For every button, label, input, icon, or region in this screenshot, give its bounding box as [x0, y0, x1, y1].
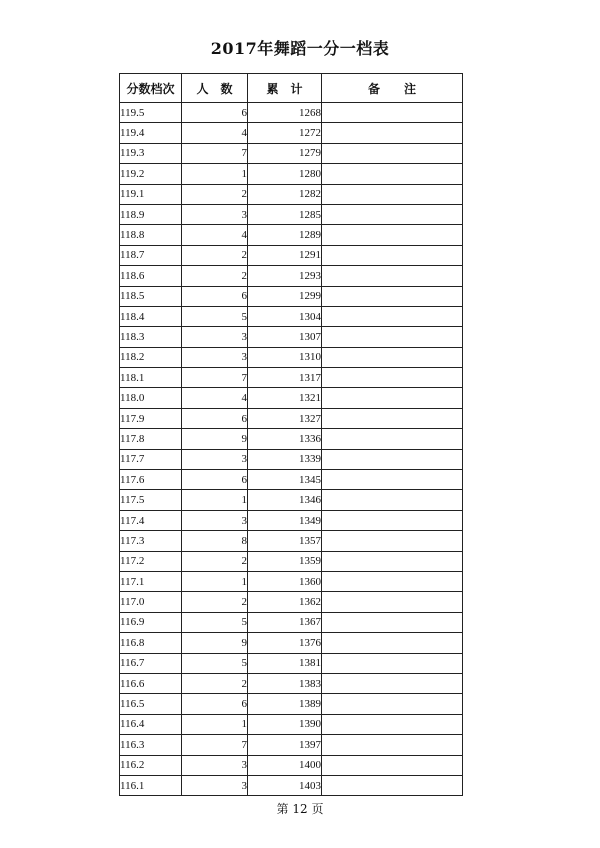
table-row: [120, 286, 463, 306]
note-cell: [322, 204, 463, 224]
count-cell: 3: [182, 347, 248, 367]
note-cell: [322, 755, 463, 775]
note-cell: [322, 408, 463, 428]
count-cell: 6: [182, 694, 248, 714]
cumulative-cell: 1282: [248, 184, 322, 204]
table-row: [120, 327, 463, 347]
cumulative-cell: 1403: [248, 775, 322, 795]
table-row: [120, 245, 463, 265]
count-cell: 4: [182, 225, 248, 245]
table-row: [120, 592, 463, 612]
count-cell: 6: [182, 103, 248, 123]
cumulative-cell: 1362: [248, 592, 322, 612]
note-cell: [322, 286, 463, 306]
table-header: [120, 74, 463, 103]
count-cell: 5: [182, 306, 248, 326]
score-cell: 118.5: [120, 286, 182, 306]
score-cell: 116.8: [120, 633, 182, 653]
table-row: [120, 408, 463, 428]
cumulative-cell: 1304: [248, 306, 322, 326]
score-cell: 119.5: [120, 103, 182, 123]
count-cell: 2: [182, 673, 248, 693]
count-cell: 7: [182, 143, 248, 163]
score-cell: 117.8: [120, 429, 182, 449]
table-row: [120, 429, 463, 449]
cumulative-cell: 1327: [248, 408, 322, 428]
count-cell: 2: [182, 266, 248, 286]
cumulative-cell: 1317: [248, 368, 322, 388]
cumulative-cell: 1346: [248, 490, 322, 510]
note-cell: [322, 592, 463, 612]
note-cell: [322, 714, 463, 734]
note-cell: [322, 673, 463, 693]
note-cell: [322, 184, 463, 204]
score-cell: 119.3: [120, 143, 182, 163]
table-row: [120, 347, 463, 367]
cumulative-cell: 1321: [248, 388, 322, 408]
table-row: [120, 225, 463, 245]
table-row: [120, 531, 463, 551]
cumulative-cell: 1389: [248, 694, 322, 714]
count-cell: 6: [182, 408, 248, 428]
count-cell: 5: [182, 612, 248, 632]
cumulative-cell: 1390: [248, 714, 322, 734]
score-cell: 118.1: [120, 368, 182, 388]
note-cell: [322, 225, 463, 245]
count-cell: 4: [182, 388, 248, 408]
note-cell: [322, 429, 463, 449]
score-cell: 116.2: [120, 755, 182, 775]
note-cell: [322, 388, 463, 408]
cumulative-cell: 1289: [248, 225, 322, 245]
cumulative-cell: 1339: [248, 449, 322, 469]
note-cell: [322, 245, 463, 265]
cumulative-cell: 1291: [248, 245, 322, 265]
note-cell: [322, 103, 463, 123]
score-cell: 118.4: [120, 306, 182, 326]
table-row: [120, 204, 463, 224]
table-row: [120, 571, 463, 591]
count-cell: 4: [182, 123, 248, 143]
table-row: [120, 775, 463, 795]
count-cell: 3: [182, 449, 248, 469]
count-cell: 7: [182, 368, 248, 388]
count-cell: 2: [182, 184, 248, 204]
note-cell: [322, 449, 463, 469]
cumulative-cell: 1383: [248, 673, 322, 693]
note-cell: [322, 633, 463, 653]
note-cell: [322, 490, 463, 510]
score-cell: 117.3: [120, 531, 182, 551]
table-row: [120, 551, 463, 571]
score-cell: 118.7: [120, 245, 182, 265]
table-row: [120, 612, 463, 632]
table-row: [120, 653, 463, 673]
count-cell: 9: [182, 429, 248, 449]
cumulative-cell: 1272: [248, 123, 322, 143]
count-cell: 6: [182, 470, 248, 490]
cumulative-cell: 1310: [248, 347, 322, 367]
score-cell: 117.2: [120, 551, 182, 571]
score-cell: 118.0: [120, 388, 182, 408]
score-cell: 117.5: [120, 490, 182, 510]
header-note: 备 注: [322, 74, 463, 103]
table-body: [120, 103, 463, 796]
score-cell: 117.6: [120, 470, 182, 490]
cumulative-cell: 1400: [248, 755, 322, 775]
score-cell: 118.6: [120, 266, 182, 286]
cumulative-cell: 1397: [248, 735, 322, 755]
table-row: [120, 694, 463, 714]
note-cell: [322, 551, 463, 571]
cumulative-cell: 1367: [248, 612, 322, 632]
count-cell: 1: [182, 164, 248, 184]
score-cell: 117.7: [120, 449, 182, 469]
score-cell: 116.9: [120, 612, 182, 632]
table-row: [120, 755, 463, 775]
table-row: [120, 123, 463, 143]
cumulative-cell: 1280: [248, 164, 322, 184]
score-cell: 116.3: [120, 735, 182, 755]
count-cell: 3: [182, 510, 248, 530]
score-cell: 118.2: [120, 347, 182, 367]
note-cell: [322, 306, 463, 326]
table-row: [120, 306, 463, 326]
count-cell: 3: [182, 327, 248, 347]
score-cell: 118.3: [120, 327, 182, 347]
page-title: 2017年舞蹈一分一档表: [210, 39, 390, 58]
count-cell: 2: [182, 592, 248, 612]
count-cell: 7: [182, 735, 248, 755]
score-cell: 117.1: [120, 571, 182, 591]
count-cell: 5: [182, 653, 248, 673]
cumulative-cell: 1307: [248, 327, 322, 347]
note-cell: [322, 571, 463, 591]
note-cell: [322, 531, 463, 551]
table-row: [120, 184, 463, 204]
table-row: [120, 164, 463, 184]
table-row: [120, 714, 463, 734]
header-count: 人 数: [182, 74, 248, 103]
note-cell: [322, 735, 463, 755]
score-cell: 117.9: [120, 408, 182, 428]
header-score: 分数档次: [120, 74, 182, 103]
count-cell: 3: [182, 204, 248, 224]
note-cell: [322, 164, 463, 184]
cumulative-cell: 1359: [248, 551, 322, 571]
count-cell: 8: [182, 531, 248, 551]
cumulative-cell: 1293: [248, 266, 322, 286]
table-row: [120, 449, 463, 469]
score-cell: 119.2: [120, 164, 182, 184]
score-cell: 119.4: [120, 123, 182, 143]
score-distribution-table: [119, 73, 463, 796]
score-cell: 118.9: [120, 204, 182, 224]
cumulative-cell: 1279: [248, 143, 322, 163]
note-cell: [322, 510, 463, 530]
note-cell: [322, 347, 463, 367]
header-cumulative: 累 计: [248, 74, 322, 103]
count-cell: 1: [182, 571, 248, 591]
header-row: [120, 74, 463, 103]
cumulative-cell: 1299: [248, 286, 322, 306]
cumulative-cell: 1381: [248, 653, 322, 673]
table-row: [120, 388, 463, 408]
page-number: 第 12 页: [276, 802, 324, 816]
cumulative-cell: 1285: [248, 204, 322, 224]
cumulative-cell: 1360: [248, 571, 322, 591]
score-cell: 117.4: [120, 510, 182, 530]
score-cell: 119.1: [120, 184, 182, 204]
table-row: [120, 143, 463, 163]
note-cell: [322, 470, 463, 490]
table-row: [120, 266, 463, 286]
table-row: [120, 470, 463, 490]
note-cell: [322, 612, 463, 632]
score-cell: 116.5: [120, 694, 182, 714]
count-cell: 2: [182, 551, 248, 571]
cumulative-cell: 1268: [248, 103, 322, 123]
score-cell: 117.0: [120, 592, 182, 612]
cumulative-cell: 1357: [248, 531, 322, 551]
table-row: [120, 510, 463, 530]
count-cell: 1: [182, 490, 248, 510]
cumulative-cell: 1349: [248, 510, 322, 530]
note-cell: [322, 327, 463, 347]
count-cell: 9: [182, 633, 248, 653]
count-cell: 3: [182, 775, 248, 795]
note-cell: [322, 143, 463, 163]
cumulative-cell: 1336: [248, 429, 322, 449]
note-cell: [322, 123, 463, 143]
score-cell: 116.7: [120, 653, 182, 673]
note-cell: [322, 653, 463, 673]
count-cell: 6: [182, 286, 248, 306]
table-row: [120, 368, 463, 388]
count-cell: 2: [182, 245, 248, 265]
count-cell: 1: [182, 714, 248, 734]
score-cell: 116.1: [120, 775, 182, 795]
note-cell: [322, 368, 463, 388]
note-cell: [322, 694, 463, 714]
count-cell: 3: [182, 755, 248, 775]
cumulative-cell: 1345: [248, 470, 322, 490]
table-row: [120, 673, 463, 693]
table-row: [120, 633, 463, 653]
note-cell: [322, 266, 463, 286]
table-row: [120, 103, 463, 123]
table-row: [120, 735, 463, 755]
note-cell: [322, 775, 463, 795]
score-cell: 118.8: [120, 225, 182, 245]
score-cell: 116.4: [120, 714, 182, 734]
cumulative-cell: 1376: [248, 633, 322, 653]
score-cell: 116.6: [120, 673, 182, 693]
table-row: [120, 490, 463, 510]
